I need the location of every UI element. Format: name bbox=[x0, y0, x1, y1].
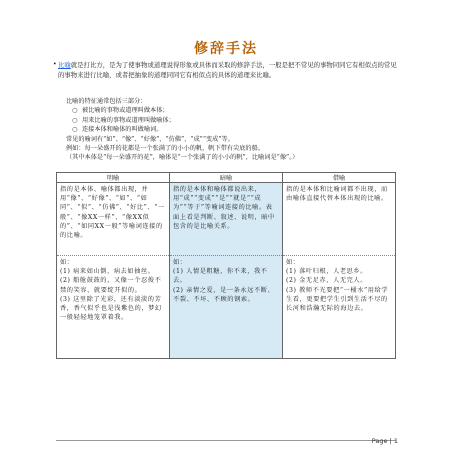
footer-divider bbox=[56, 440, 396, 441]
intro-text: 就是打比方，是为了使事物或道理说得形象或具体而采取的修辞手法，一般是把不常见的事物同同它有相似点的常见的事物来进行比喻，或者把抽象的道理同同它有相似点的具体的道理来比喻。 bbox=[58, 61, 397, 79]
circle-icon: ○ bbox=[72, 107, 78, 115]
table-cell: 如： (1) 落叶归根，人老思乡。 (2) 金无足赤，人无完人。 (3) 教师不光要把“一桶水”用给学生看，更要把学生引到生活不尽的长河和浩瀚无际的海边去。 bbox=[283, 256, 396, 359]
table-cell: 指的是本体和比喻词都不出现，而由喻体直接代替本体出现的比喻。 bbox=[283, 183, 396, 256]
example-row bbox=[57, 256, 396, 359]
table-cell: 如： (1) 人情是粗糖，你不来，我不去。 (2) 亲情之爱，是一条永远不断、不裂、不坏、不顾的钢索。 bbox=[170, 256, 283, 359]
parts-item: ○ 被比喻的事物或道理叫做本体； bbox=[72, 107, 169, 115]
table-header: 借喻 bbox=[283, 173, 396, 183]
page-title: 修辞手法 bbox=[194, 41, 258, 57]
table-header: 明喻 bbox=[57, 173, 170, 183]
parts-line: （其中本体是“每一朵盛开的花”，喻体是“一个张满了的小小的帆”，比喻词是“像”。） bbox=[66, 154, 299, 162]
definition-row bbox=[57, 183, 396, 256]
parts-heading: 比喻的特征通常包括三部分： bbox=[66, 98, 147, 105]
intro-paragraph bbox=[58, 60, 398, 80]
parts-line: 例如：每一朵盛开的花都是一个张满了的小小的帆，帆下带有尖底的船。 bbox=[66, 145, 264, 153]
parts-item: ○ 连接本体和喻体的叫做喻词。 bbox=[72, 126, 163, 134]
metaphor-link[interactable]: 比喻 bbox=[58, 61, 71, 69]
table-cell: 指的是本体、喻体都出现，并用“像”、“好像”、“如”、“如同”、“似”、“仿佛”、“好比”、“一般”、“像XX一样”、“像XX似的”、“如同XX一般”等喻词连接的的比喻。 bbox=[57, 183, 170, 256]
table-cell: 指的是本体和喻体都说出来，用“成”“变成”“是”“就是”“成为”“等于”等喻词连接的比喻。表面上看是判断、叙述、说明，暗中包含的是比喻关系。 bbox=[170, 183, 283, 256]
table-header-row bbox=[57, 173, 396, 183]
circle-icon: ○ bbox=[72, 126, 78, 134]
table-header: 暗喻 bbox=[170, 173, 283, 183]
metaphor-table bbox=[56, 172, 396, 359]
bullet-icon: • bbox=[53, 61, 57, 68]
circle-icon: ○ bbox=[72, 116, 78, 124]
page-number: Page | 1 bbox=[371, 437, 398, 445]
metaphor-parts bbox=[66, 97, 396, 163]
parts-item: ○ 用来比喻的事物或道理叫做喻体； bbox=[72, 116, 175, 124]
table-cell: 如： (1) 病来如山倒，病去如抽丝。 (2) 船舱鼓鼓的，又像一个忍俊不禁的笑容，就要绽开似的。 (3) 这里除了光彩，还有淡淡的芳香，香气似乎也是浅紫色的，梦幻一般轻轻地笼罩着我。 bbox=[57, 256, 170, 359]
parts-line: 常见的喻词有“如”、“像”、“好像”、“仿佛”、“成”“变成”等。 bbox=[66, 135, 234, 143]
